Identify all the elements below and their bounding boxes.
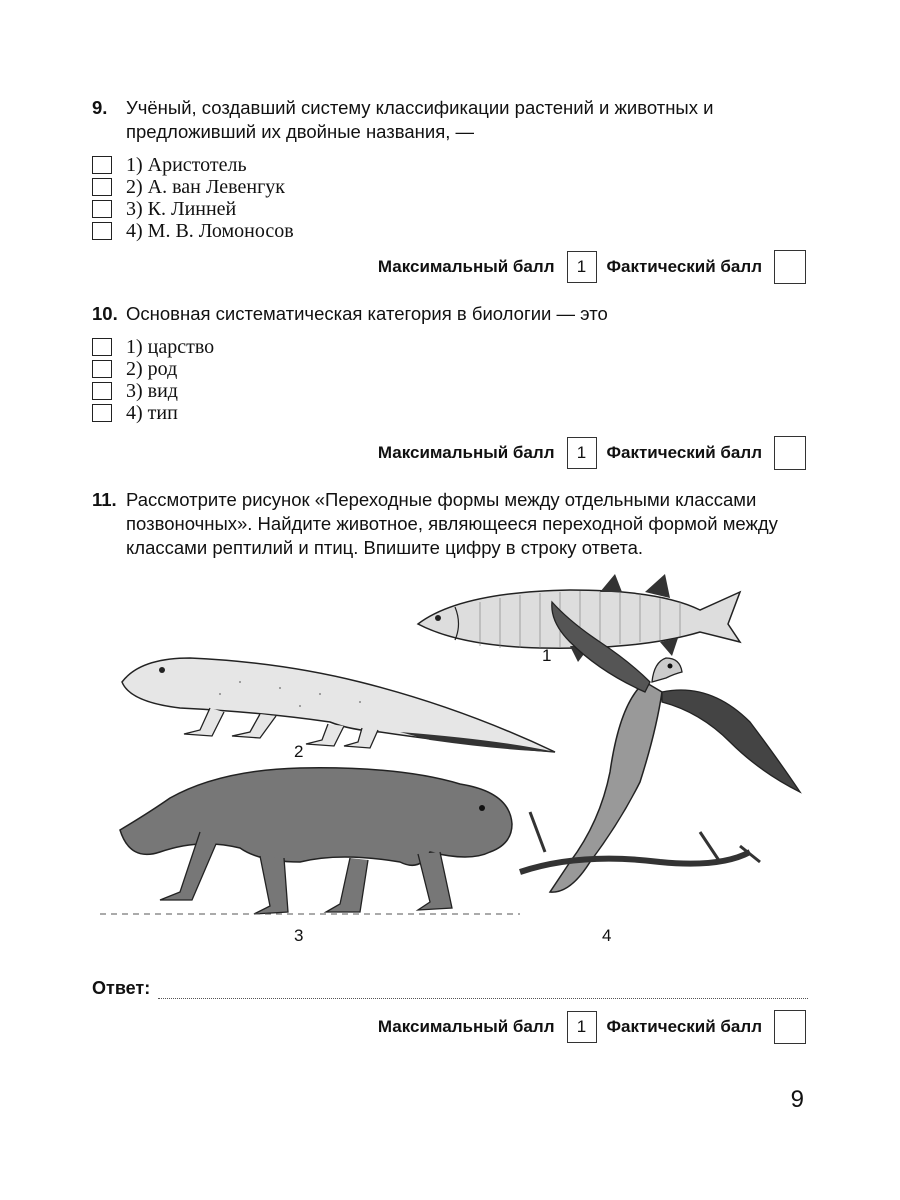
- option[interactable]: [92, 336, 812, 358]
- option-label: 3) вид: [126, 379, 178, 402]
- figure-label-2: 2: [294, 742, 304, 761]
- therapsid-reptile-illustration: [100, 768, 520, 914]
- option[interactable]: [92, 198, 812, 220]
- option[interactable]: [92, 154, 812, 176]
- question-10: [92, 302, 812, 424]
- question-text: Учёный, создавший систему классификации растений и животных и предложивший их двойные названия, —: [126, 97, 714, 142]
- figure-label-4: 4: [602, 926, 612, 945]
- figure-drawing: [100, 562, 810, 952]
- question-text: Рассмотрите рисунок «Переходные формы между отдельными классами позвоночных». Найдите животное, являющееся переходной формой между классами рептилий и птиц. Впишите цифру в строку ответа.: [126, 489, 778, 558]
- score-row: [378, 436, 806, 470]
- page-number: 9: [790, 1086, 804, 1113]
- actual-score-box[interactable]: [774, 1010, 806, 1044]
- transitional-forms-figure: [100, 562, 810, 952]
- option-label: 2) А. ван Левенгук: [126, 175, 285, 198]
- option-checkbox[interactable]: [92, 360, 112, 378]
- score-row: [378, 1010, 806, 1044]
- option-label: 4) тип: [126, 401, 178, 424]
- score-row: [378, 250, 806, 284]
- option-label: 4) М. В. Ломоносов: [126, 219, 294, 242]
- option-checkbox[interactable]: [92, 338, 112, 356]
- option-label: 1) Аристотель: [126, 153, 247, 176]
- actual-score-label: Фактический балл: [606, 1017, 762, 1036]
- tetrapod-amphibian-illustration: [122, 658, 555, 752]
- option[interactable]: [92, 176, 812, 198]
- answer-row: [92, 978, 808, 999]
- max-score-box: 1: [567, 437, 597, 469]
- option[interactable]: [92, 220, 812, 242]
- max-score-box: 1: [567, 1011, 597, 1043]
- option[interactable]: [92, 402, 812, 424]
- option-label: 1) царство: [126, 335, 215, 358]
- option-label: 2) род: [126, 357, 178, 380]
- actual-score-box[interactable]: [774, 436, 806, 470]
- option-checkbox[interactable]: [92, 222, 112, 240]
- actual-score-label: Фактический балл: [606, 443, 762, 462]
- option-checkbox[interactable]: [92, 178, 112, 196]
- figure-label-3: 3: [294, 926, 304, 945]
- option-checkbox[interactable]: [92, 200, 112, 218]
- answer-options: [92, 154, 812, 242]
- question-number: 9.: [92, 97, 108, 118]
- answer-label: Ответ:: [92, 978, 151, 998]
- answer-options: [92, 336, 812, 424]
- actual-score-label: Фактический балл: [606, 257, 762, 276]
- question-number: 11.: [92, 489, 117, 510]
- option-label: 3) К. Линней: [126, 197, 237, 220]
- question-number: 10.: [92, 303, 118, 324]
- option-checkbox[interactable]: [92, 404, 112, 422]
- option-checkbox[interactable]: [92, 382, 112, 400]
- figure-label-1: 1: [542, 646, 552, 665]
- max-score-label: Максимальный балл: [377, 257, 555, 276]
- question-9: [92, 96, 812, 242]
- answer-field[interactable]: [158, 982, 808, 999]
- question-text: Основная систематическая категория в биологии — это: [126, 303, 608, 324]
- actual-score-box[interactable]: [774, 250, 806, 284]
- question-11: [92, 488, 812, 560]
- max-score-label: Максимальный балл: [377, 1017, 555, 1036]
- option-checkbox[interactable]: [92, 156, 112, 174]
- option[interactable]: [92, 358, 812, 380]
- max-score-label: Максимальный балл: [377, 443, 555, 462]
- option[interactable]: [92, 380, 812, 402]
- max-score-box: 1: [567, 251, 597, 283]
